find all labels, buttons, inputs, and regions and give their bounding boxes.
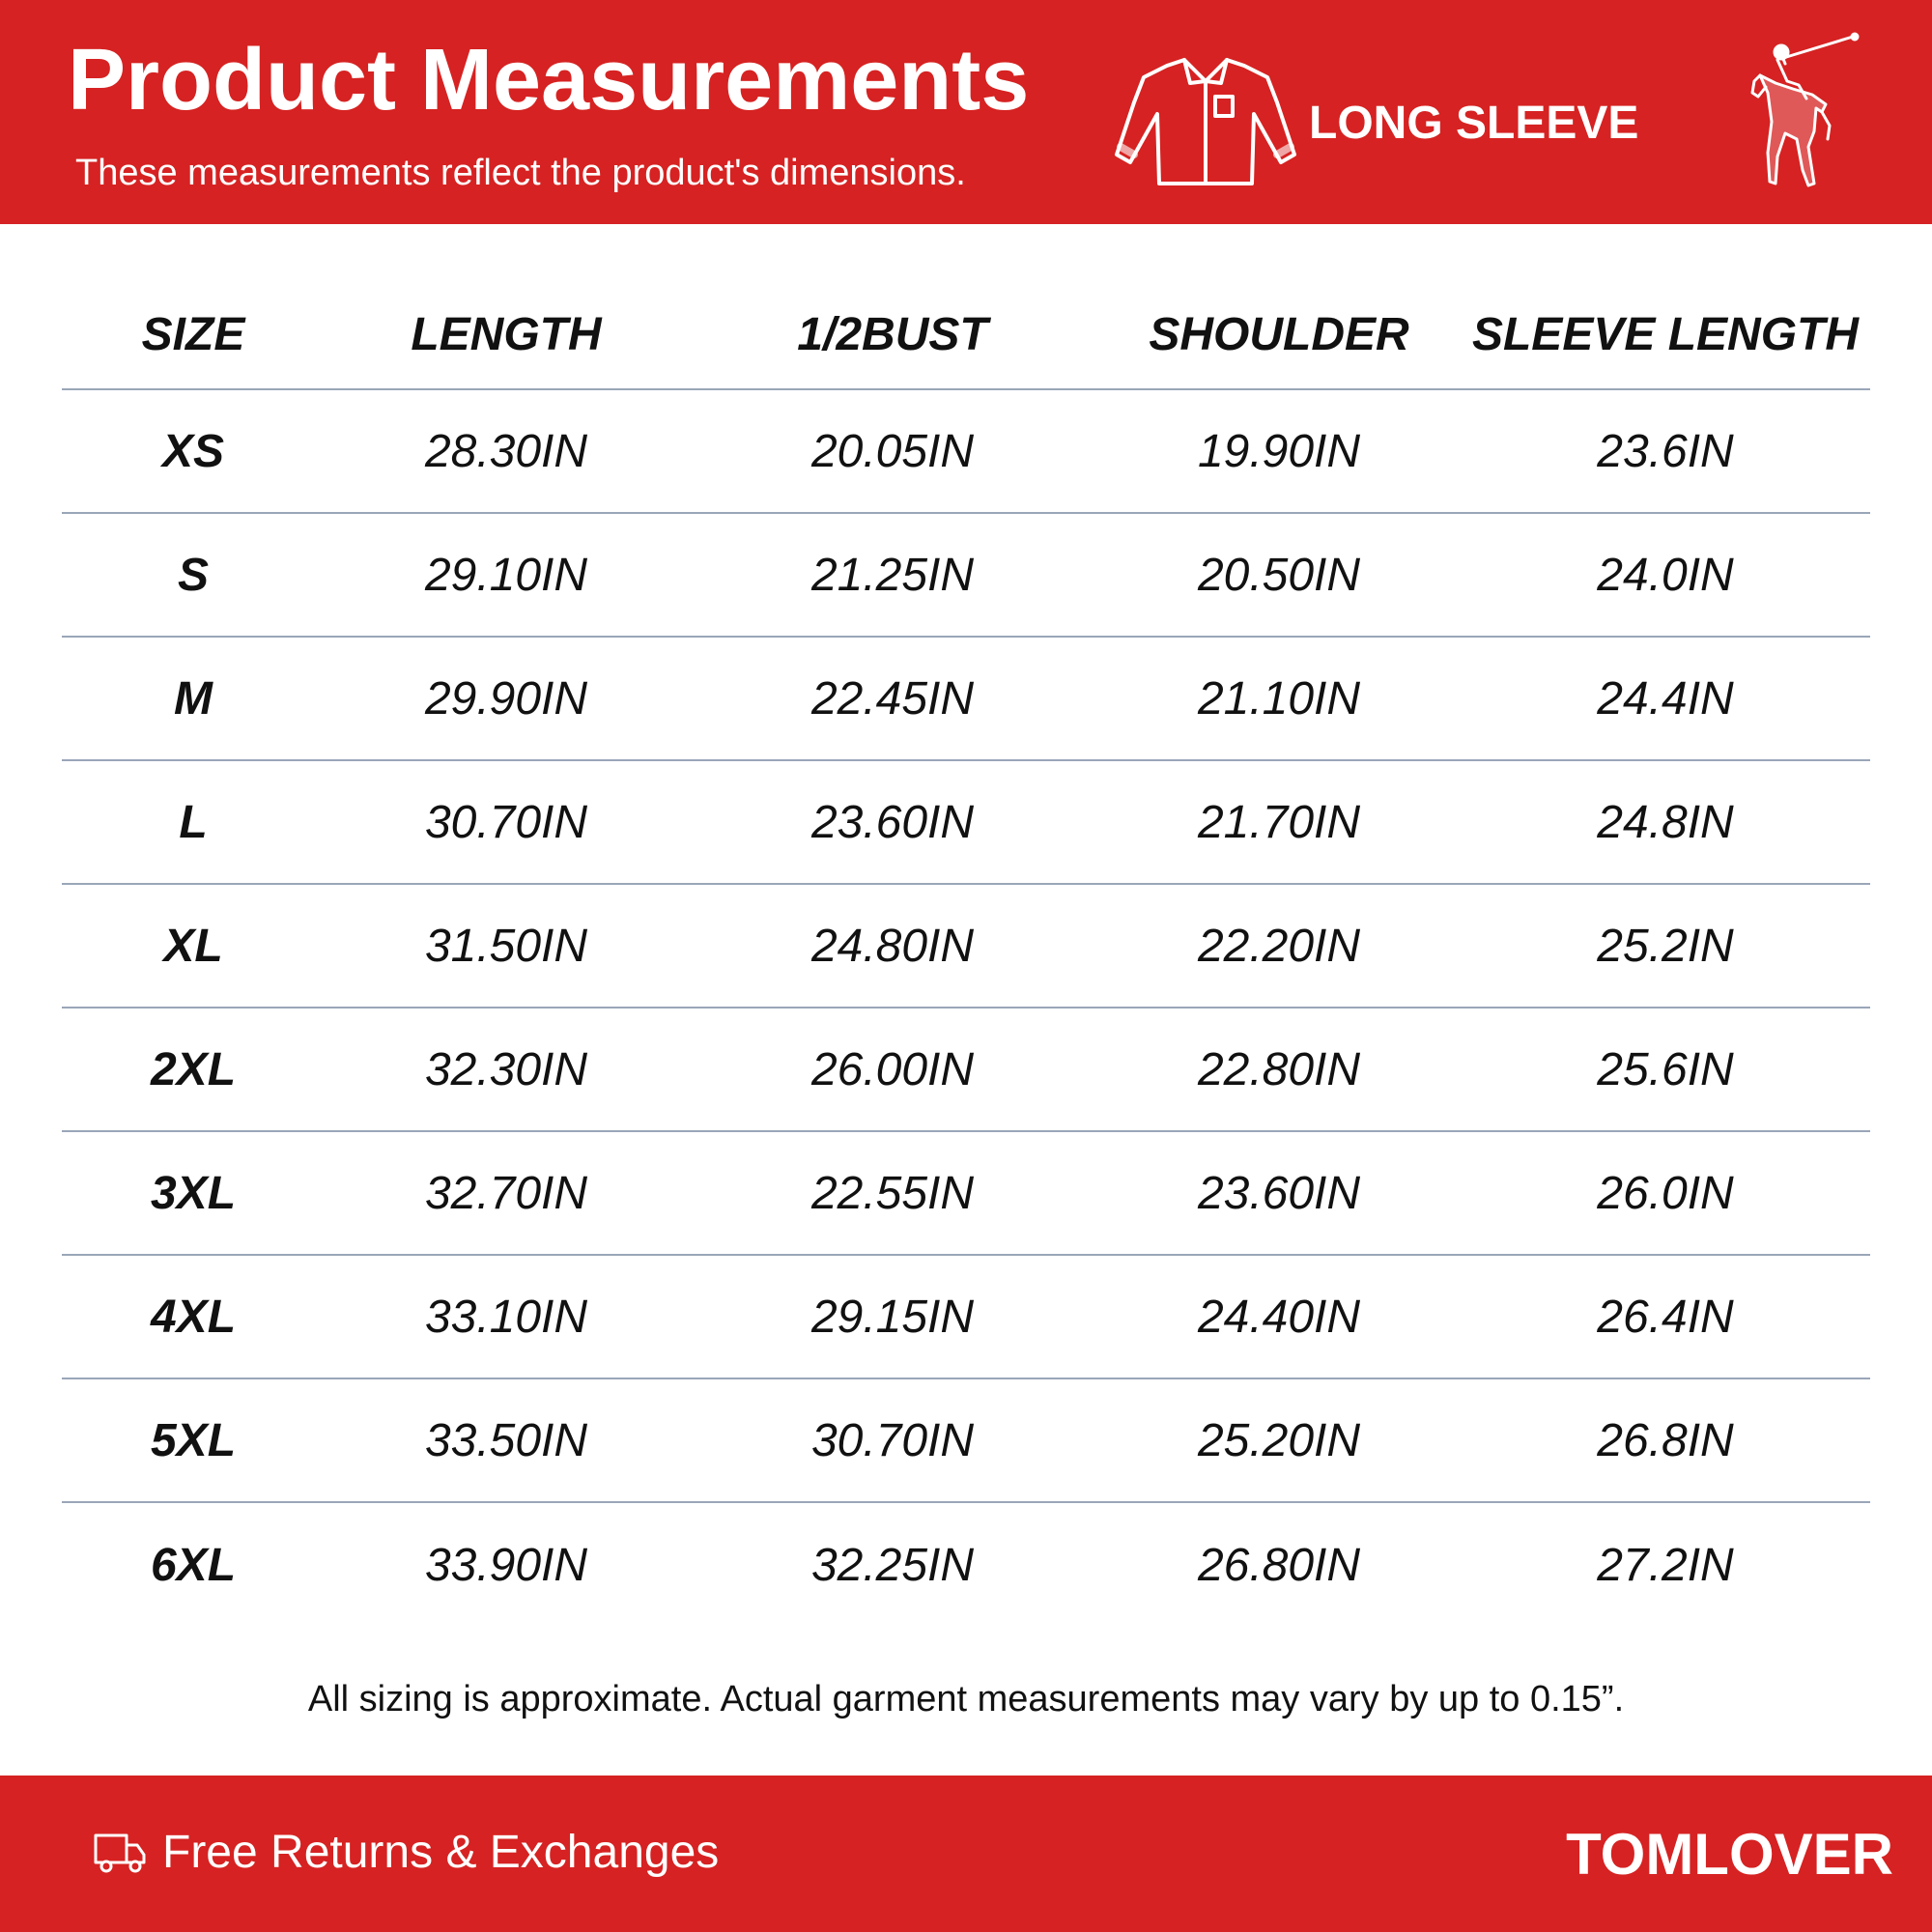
header-banner xyxy=(0,0,1932,224)
cell-length: 31.50IN xyxy=(424,920,588,972)
cell-half-bust: 20.05IN xyxy=(810,425,975,477)
cell-size: 3XL xyxy=(150,1167,237,1219)
cell-length: 33.10IN xyxy=(424,1291,588,1343)
cell-half-bust: 29.15IN xyxy=(810,1291,975,1343)
cell-half-bust: 23.60IN xyxy=(810,796,975,848)
cell-length: 29.90IN xyxy=(424,672,588,724)
cell-shoulder: 25.20IN xyxy=(1197,1414,1361,1466)
cell-sleeve-length: 26.4IN xyxy=(1597,1291,1734,1343)
sizing-disclaimer: All sizing is approximate. Actual garment measurements may vary by up to 0.15”. xyxy=(307,1679,1625,1719)
cell-sleeve-length: 25.2IN xyxy=(1597,920,1734,972)
cell-shoulder: 19.90IN xyxy=(1197,425,1361,477)
cell-half-bust: 26.00IN xyxy=(810,1043,975,1095)
table-header-row xyxy=(62,280,1870,390)
page-subtitle: These measurements reflect the product's dimensions. xyxy=(75,153,966,193)
cell-sleeve-length: 24.4IN xyxy=(1597,672,1734,724)
cell-shoulder: 23.60IN xyxy=(1197,1167,1361,1219)
cell-sleeve-length: 24.8IN xyxy=(1597,796,1734,848)
table-row xyxy=(62,1256,1870,1379)
cell-size: 6XL xyxy=(150,1539,237,1591)
table-row xyxy=(62,1009,1870,1132)
column-header-length: LENGTH xyxy=(411,308,602,360)
cell-length: 29.10IN xyxy=(424,549,588,601)
cell-size: M xyxy=(174,672,213,724)
cell-size: 4XL xyxy=(150,1291,237,1343)
table-row xyxy=(62,514,1870,638)
cell-shoulder: 21.10IN xyxy=(1197,672,1361,724)
free-returns-label: Free Returns & Exchanges xyxy=(162,1827,720,1878)
cell-sleeve-length: 26.0IN xyxy=(1597,1167,1734,1219)
size-chart-table xyxy=(62,280,1870,1627)
column-header-size: SIZE xyxy=(141,308,245,360)
cell-shoulder: 26.80IN xyxy=(1197,1539,1361,1591)
cell-shoulder: 24.40IN xyxy=(1197,1291,1361,1343)
cell-length: 33.90IN xyxy=(424,1539,588,1591)
cell-sleeve-length: 23.6IN xyxy=(1597,425,1734,477)
column-header-sleeve-length: SLEEVE LENGTH xyxy=(1471,308,1860,360)
cell-size: 2XL xyxy=(150,1043,237,1095)
table-row xyxy=(62,1379,1870,1503)
cell-length: 32.30IN xyxy=(424,1043,588,1095)
cell-size: XL xyxy=(163,920,223,972)
cell-half-bust: 22.55IN xyxy=(810,1167,975,1219)
cell-shoulder: 20.50IN xyxy=(1197,549,1361,601)
cell-sleeve-length: 26.8IN xyxy=(1597,1414,1734,1466)
cell-size: XS xyxy=(161,425,225,477)
polo-player-logo xyxy=(1739,25,1864,199)
table-row xyxy=(62,885,1870,1009)
cell-half-bust: 22.45IN xyxy=(810,672,975,724)
table-body xyxy=(62,390,1870,1627)
cell-half-bust: 24.80IN xyxy=(810,920,975,972)
cell-half-bust: 32.25IN xyxy=(810,1539,975,1591)
long-sleeve-shirt-icon xyxy=(1109,54,1302,189)
cell-length: 33.50IN xyxy=(424,1414,588,1466)
cell-size: L xyxy=(179,796,208,848)
column-header-shoulder: SHOULDER xyxy=(1149,308,1409,360)
cell-sleeve-length: 25.6IN xyxy=(1597,1043,1734,1095)
table-row xyxy=(62,761,1870,885)
cell-half-bust: 21.25IN xyxy=(810,549,975,601)
cell-half-bust: 30.70IN xyxy=(810,1414,975,1466)
table-row xyxy=(62,1503,1870,1627)
table-row xyxy=(62,1132,1870,1256)
cell-size: S xyxy=(177,549,209,601)
table-row xyxy=(62,638,1870,761)
cell-length: 32.70IN xyxy=(424,1167,588,1219)
cell-length: 30.70IN xyxy=(424,796,588,848)
page-title: Product Measurements xyxy=(68,32,1030,128)
table-row xyxy=(62,390,1870,514)
delivery-truck-icon xyxy=(93,1830,147,1876)
sleeve-type-label: LONG SLEEVE xyxy=(1309,98,1639,149)
column-header-half-bust: 1/2BUST xyxy=(797,308,988,360)
brand-name: TOMLOVER xyxy=(1566,1822,1893,1887)
footer-banner xyxy=(0,1776,1932,1932)
cell-sleeve-length: 27.2IN xyxy=(1597,1539,1734,1591)
cell-size: 5XL xyxy=(150,1414,237,1466)
cell-length: 28.30IN xyxy=(424,425,588,477)
cell-shoulder: 22.20IN xyxy=(1197,920,1361,972)
cell-shoulder: 22.80IN xyxy=(1197,1043,1361,1095)
cell-shoulder: 21.70IN xyxy=(1197,796,1361,848)
cell-sleeve-length: 24.0IN xyxy=(1597,549,1734,601)
